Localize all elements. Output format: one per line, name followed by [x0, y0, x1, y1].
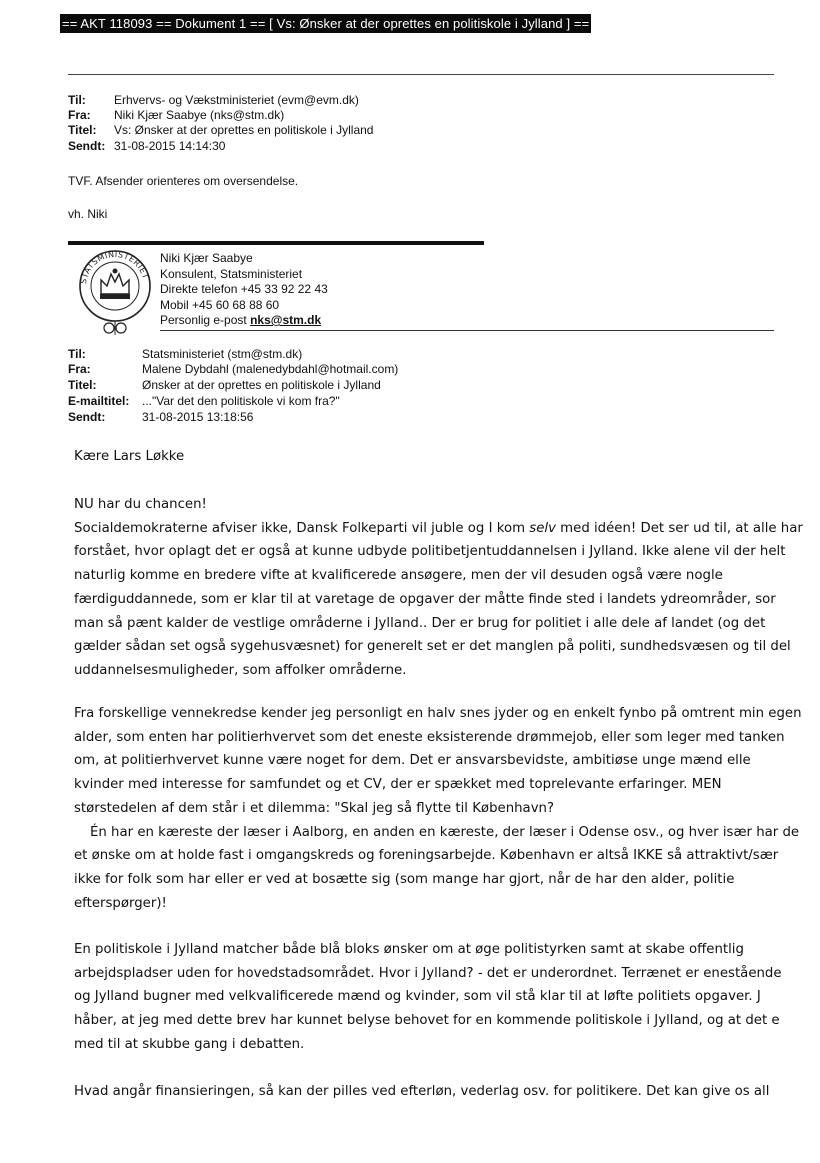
letter-paragraph-2 [74, 702, 820, 915]
signature-direct-phone: Direkte telefon +45 33 92 22 43 [160, 282, 328, 296]
outer-from-row [68, 107, 284, 123]
text-line: NU har du chancen! [74, 497, 207, 512]
inner-emailtitle-value: ..."Var det den politiskole vi kom fra?" [142, 394, 340, 408]
outer-to-row [68, 92, 359, 108]
text-line: kvinder med interesse for samfundet og et CV, der er spækket med toprelevante erfaringer. MEN [74, 777, 722, 793]
outer-to-value: Erhvervs- og Vækstministeriet (evm@evm.dk) [114, 93, 359, 107]
svg-text:STATSMINISTERIET [79, 250, 150, 285]
text-line: færdiguddannede, som er klar til at varetage de opgaver der måtte finde sted i landets ydreområder, sor [74, 591, 776, 607]
outer-to-label: Til: [68, 93, 86, 107]
inner-emailtitle-label: E-mailtitel: [68, 394, 130, 408]
signoff: vh. Niki [68, 207, 108, 221]
signature-name: Niki Kjær Saabye [160, 251, 253, 265]
inner-from-value: Malene Dybdahl (malenedybdahl@hotmail.com) [142, 362, 399, 376]
inner-to-label: Til: [68, 347, 86, 361]
signature-bar [68, 241, 484, 245]
outer-sent-row [68, 138, 225, 154]
inner-to-row [68, 346, 302, 362]
text-line: størstedelen af dem står i et dilemma: "Skal jeg så flytte til København? [74, 800, 555, 816]
forward-note: TVF. Afsender orienteres om oversendelse. [68, 174, 299, 188]
inner-title-row [68, 377, 381, 393]
signature-email-row [160, 313, 321, 329]
outer-title-row [68, 122, 373, 138]
crown-seal-icon [76, 248, 154, 338]
text-line: Fra forskellige vennekredse kender jeg personligt en halv snes jyder og en enkelt fynbo på omtrent min egen [74, 706, 802, 721]
outer-from-label: Fra: [68, 108, 91, 122]
signature-mobile: Mobil +45 60 68 88 60 [160, 297, 280, 312]
inner-sent-row [68, 409, 253, 425]
signature-email-prefix: Personlig e-post [160, 313, 247, 327]
text-line: alder, som enten har politierhvervet som det eneste eksisterende drømmejob, eller som leger med tanken [74, 729, 785, 745]
seal-text: STATSMINISTERIET [79, 249, 151, 285]
text-line: og Jylland bugner med velkvalificerede mænd og kvinder, som vil stå klar til at løfte politiets opgaver. J [74, 989, 761, 1005]
signature-email-link[interactable]: nks@stm.dk [250, 313, 322, 327]
text-line: om, at politierhvervet kunne være noget for dem. Det er ansvarsbevidste, ambitiøse unge mænd elle [74, 753, 751, 769]
inner-from-label: Fra: [68, 362, 91, 376]
signature-divider [160, 330, 774, 331]
inner-title-label: Titel: [68, 378, 97, 392]
text-line: ikke for folk som har eller er ved at bosætte sig (som mange har gjort, når de har den alder, politie [74, 871, 735, 887]
header-divider [68, 74, 774, 75]
text-line: Socialdemokraterne afviser ikke, Dansk Folkeparti vil juble og I kom selv med idéen! Det ser ud til, at alle har [74, 520, 803, 536]
text-line: Én har en kæreste der læser i Aalborg, en anden en kæreste, der læser i Odense osv., og hver især har de [90, 824, 800, 840]
text-line: arbejdspladser uden for hovedstadsområdet. Hvor i Jylland? - det er underordnet. Terrænet er enestående [74, 965, 782, 981]
text-line: En politiskole i Jylland matcher både blå bloks ønsker om at øge politistyrken samt at skabe offentlig [74, 942, 744, 957]
text-line: et ønske om at holde fast i omgangskreds og foreningsarbejde. København er altså IKKE så attraktivt/sær [74, 848, 779, 864]
inner-emailtitle-row [68, 393, 340, 409]
text-line: man så pænt kalder de vestlige områderne i Jylland.. Der er brug for politiet i alle dele af landet (og det [74, 615, 766, 631]
outer-title-value: Vs: Ønsker at der oprettes en politiskole i Jylland [114, 123, 374, 137]
text-line: håber, at jeg med dette brev har kunnet belyse behovet for en kommende politiskole i Jylland, og at det e [74, 1013, 780, 1029]
text-line: naturlig komme en bredere vifte at kvalificerede ansøgere, men der vil desuden også være nogle [74, 568, 723, 584]
text-line: Hvad angår finansieringen, så kan der pilles ved efterløn, vederlag osv. for politikere. Det kan give os all [74, 1084, 770, 1099]
letter-paragraph-4 [74, 1080, 820, 1104]
outer-from-value: Niki Kjær Saabye (nks@stm.dk) [114, 108, 285, 122]
document-banner: == AKT 118093 == Dokument 1 == [ Vs: Ønsker at der oprettes en politiskole i Jylland ] == [62, 16, 590, 31]
text-line: uddannelsesmuligheder, som affolker områderne. [74, 662, 407, 678]
inner-to-value: Statsministeriet (stm@stm.dk) [142, 347, 303, 361]
outer-sent-value: 31-08-2015 14:14:30 [114, 139, 226, 153]
signature-role: Konsulent, Statsministeriet [160, 266, 303, 281]
outer-sent-label: Sendt: [68, 139, 106, 153]
inner-from-row [68, 361, 398, 377]
letter-paragraph-3 [74, 938, 820, 1057]
text-line: med til at skubbe gang i debatten. [74, 1036, 305, 1052]
inner-sent-value: 31-08-2015 13:18:56 [142, 410, 254, 424]
text-line: gælder sådan set også sygehusvæsnet) for generelt set er det manglen på politi, sundhedsvæsen og til del [74, 639, 791, 655]
text-line: efterspørger)! [74, 895, 167, 911]
letter-paragraph-1 [74, 493, 820, 683]
text-line: forstået, hvor oplagt det er også at kunne udbyde politibetjentuddannelsen i Jylland. Ikke alene vil der helt [74, 544, 786, 560]
inner-sent-label: Sendt: [68, 410, 106, 424]
inner-title-value: Ønsker at der oprettes en politiskole i Jylland [142, 378, 381, 392]
letter-greeting: Kære Lars Løkke [74, 449, 185, 464]
outer-title-label: Titel: [68, 123, 97, 137]
